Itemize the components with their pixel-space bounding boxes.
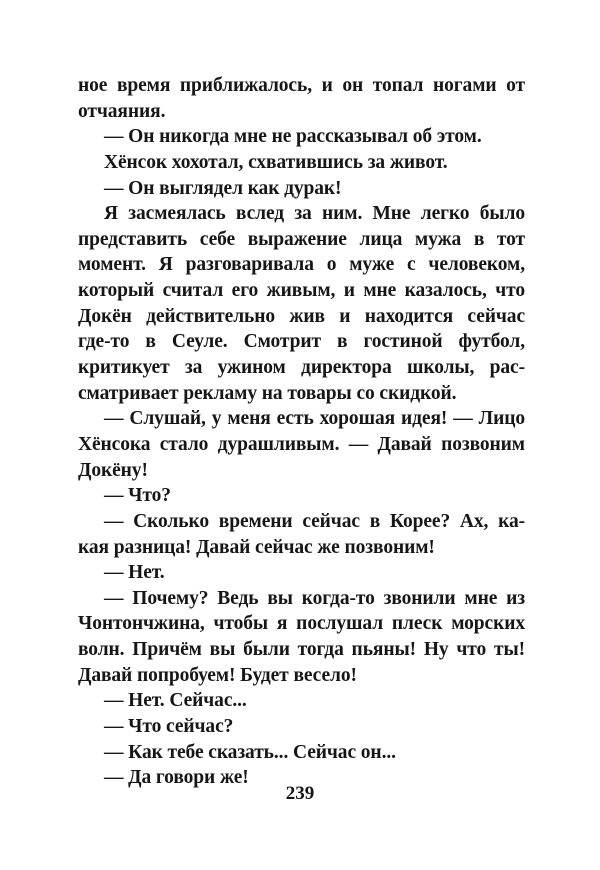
page-number: 239	[285, 783, 315, 804]
text-line: Докён действительно жив и находится сейчас	[78, 305, 525, 327]
text-line: который считал его живым, и мне казалось, что	[78, 280, 525, 302]
text-line: — Что сейчас?	[104, 716, 234, 738]
text-line: — Да говори же!	[104, 767, 249, 789]
text-line: — Почему? Ведь вы когда-то звонили мне из	[104, 587, 525, 609]
text-line: представить себе выражение лица мужа в тот	[78, 228, 525, 250]
text-line: Хёнсока стало дурашливым. — Давай позвоним	[78, 433, 525, 455]
text-line: отчаяния.	[78, 100, 166, 122]
text-line: момент. Я разговаривала о муже с человеком,	[78, 254, 525, 276]
text-line: — Нет.	[104, 562, 165, 584]
text-line: — Слушай, у меня есть хорошая идея! — Лицо	[104, 408, 525, 430]
text-line: — Он никогда мне не рассказывал об этом.	[104, 126, 482, 148]
text-line: — Нет. Сейчас...	[104, 690, 247, 712]
text-line: кая разница! Давай сейчас же позвоним!	[78, 536, 435, 558]
text-line: Хёнсок хохотал, схватившись за живот.	[104, 151, 448, 173]
text-line: где-то в Сеуле. Смотрит в гостиной футбол,	[78, 331, 525, 353]
text-line: ное время приближалось, и он топал ногами от	[78, 75, 525, 96]
text-line: Я засмеялась вслед за ним. Мне легко было	[104, 203, 525, 225]
text-line: Давай попробуем! Будет весело!	[78, 664, 357, 686]
text-line: Докёну!	[78, 459, 148, 481]
text-line: — Как тебе сказать... Сейчас он...	[104, 741, 396, 763]
text-line: — Что?	[104, 485, 171, 507]
page-body-text	[78, 73, 525, 791]
text-line: — Сколько времени сейчас в Корее? Ах, ка-	[104, 510, 525, 532]
text-line: — Он выглядел как дурак!	[104, 177, 342, 199]
text-line: волн. Причём вы были тогда пьяны! Ну что ты!	[78, 639, 525, 661]
text-line: критикует за ужином директора школы, рас-	[78, 357, 525, 379]
text-line: сматривает рекламу на товары со скидкой.	[78, 382, 457, 404]
text-line: Чонтончжина, чтобы я послушал плеск морских	[78, 613, 525, 635]
